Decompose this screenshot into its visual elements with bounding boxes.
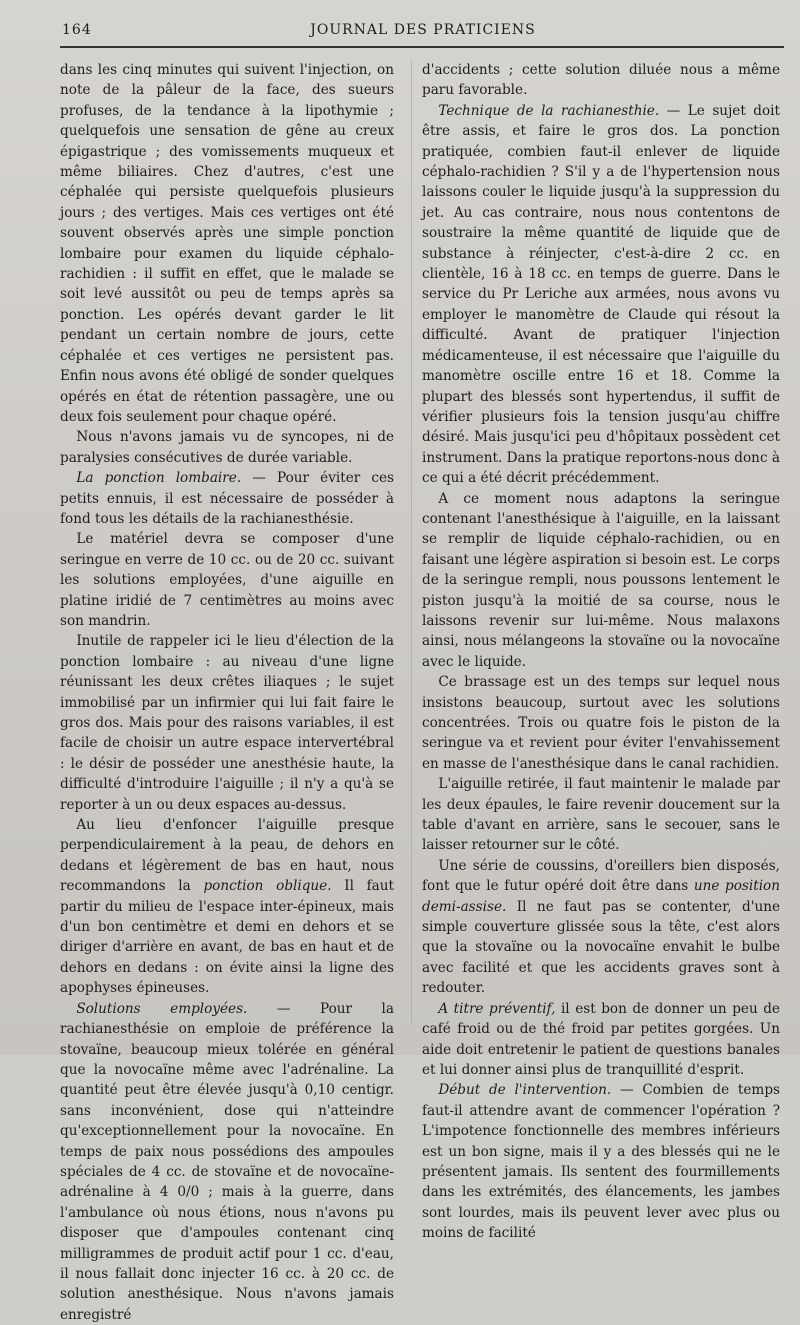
- paragraph: Le matériel devra se composer d'une seringue en verre de 10 cc. ou de 20 cc. suivant les solutions employées, d'une aiguille en platine iridié de 7 centimètres au moins avec son mandrin.: [60, 531, 394, 629]
- paragraph-text: — Combien de temps faut-il attendre avant de commencer l'opération ? L'impotence fonctionnelle des membres inférieurs est un bon signe, mais il y a des blessés qui ne le présentent jamais. Ils sentent des fourmillements dans les extrémités, des élancements, les jambes sont lourdes, mais ils peuvent lever avec plus ou moins de facilité: [422, 1082, 780, 1242]
- paragraph: L'aiguille retirée, il faut maintenir le malade par les deux épaules, le faire revenir doucement sur la table d'avant en arrière, sans le secouer, sans le laisser retourner sur le côté.: [422, 776, 780, 854]
- paragraph: d'accidents ; cette solution diluée nous a même paru favorable.: [422, 62, 780, 99]
- paragraph: [422, 101, 780, 489]
- section-heading: Début de l'intervention.: [438, 1082, 612, 1099]
- section-heading: La ponction lombaire.: [76, 470, 242, 487]
- emphasis-text: A titre préventif,: [438, 1000, 556, 1017]
- paragraph-text: Une série de coussins, d'oreillers bien disposés, font que le futur opéré doit être dans: [422, 857, 780, 895]
- emphasis-text: ponction oblique.: [203, 878, 332, 895]
- paragraph: [422, 999, 780, 1081]
- paragraph-text: — Le sujet doit être assis, et faire le gros dos. La ponction pratiquée, combien faut-il enlever de liquide céphalo-rachidien ? S'il y a de l'hypertension nous laissons couler le liquide jusqu'à la suppression du jet. Au cas contraire, nous nous contentons de soustraire la même quantité de liquide que de substance à réinjecter, c'est-à-dire 2 cc. en clientèle, 16 à 18 cc. en temps de guerre. Dans le service du Pr Leriche aux armées, nous avons vu employer le manomètre de Claude qui résout la difficulté. Avant de pratiquer l'injection médicamenteuse, il est nécessaire que l'aiguille du manomètre oscille entre 16 et 18. Comme la plupart des blessés sont hypertendus, il suffit de vérifier plusieurs fois la tension jusqu'au chiffre désiré. Mais jusqu'ici peu d'hôpitaux possèdent cet instrument. Dans la pratique reportons-nous donc à ce qui a été décrit précédemment.: [422, 102, 780, 487]
- header-rule: [60, 46, 784, 48]
- paragraph: [60, 468, 394, 529]
- paragraph-text: — Pour éviter ces petits ennuis, il est nécessaire de posséder à fond tous les détails de la rachianesthésie.: [60, 470, 395, 527]
- paragraph: Nous n'avons jamais vu de syncopes, ni de paralysies consécutives de durée variable.: [60, 429, 394, 466]
- page-header: [62, 20, 784, 44]
- paragraph: [60, 815, 394, 999]
- column-divider: [411, 60, 412, 1025]
- section-heading: Solutions employées.: [76, 1000, 248, 1017]
- paragraph: dans les cinq minutes qui suivent l'injection, on note de la pâleur de la face, des sueurs profuses, de la tendance à la lipothymie ; quelquefois une sensation de gêne au creux épigastrique ; des vomissements muqueux et même biliaires. Chez d'autres, c'est une céphalée qui persiste quelquefois plusieurs jours ; des vertiges. Mais ces vertiges ont été souvent observés après une simple ponction lombaire pour examen du liquide céphalo-rachidien : il suffit en effet, que le malade se soit levé aussitôt ou peu de temps après sa ponction. Les opérés devant garder le lit pendant un certain nombre de jours, cette céphalée et ces vertiges ne persistent pas. Enfin nous avons été obligé de sonder quelques opérés en état de rétention passagère, une ou deux fois seulement pour chaque opéré.: [60, 62, 394, 425]
- paragraph: [422, 1080, 780, 1243]
- paragraph-text: Il faut partir du milieu de l'espace inter-épineux, mais d'un bon centimètre et demi en dehors et se diriger d'arrière en avant, de bas en haut et de dehors en dedans : on évite ainsi la ligne des apophyses épineuses.: [60, 878, 394, 997]
- paragraph: [422, 856, 780, 999]
- page-number: 164: [62, 22, 92, 38]
- emphasis-text: une position demi-assise.: [422, 878, 780, 915]
- paragraph-text: Au lieu d'enfoncer l'aiguille presque perpendiculairement à la peau, de dehors en dedans et légèrement de bas en haut, nous recommandons la: [60, 817, 394, 895]
- paragraph: Ce brassage est un des temps sur lequel nous insistons beaucoup, surtout avec les solutions concentrées. Trois ou quatre fois le piston de la seringue va et revient pour éviter l'envahissement en masse de l'anesthésique dans le canal rachidien.: [422, 674, 780, 772]
- right-column: [422, 60, 780, 1244]
- left-column: [60, 60, 394, 1325]
- paragraph-text: il est bon de donner un peu de café froid ou de thé froid par petites gorgées. Un aide doit entretenir le patient de questions banales et lui donner ainsi plus de tranquillité d'esprit.: [422, 1000, 780, 1078]
- paragraph-text: Il ne faut pas se contenter, d'une simple couverture glissée sous la tête, c'est alors que la stovaïne ou la novocaïne envahit le bulbe avec facilité et que les accidents graves sont à redouter.: [422, 898, 780, 997]
- journal-title: JOURNAL DES PRATICIENS: [310, 22, 536, 38]
- paragraph: [60, 999, 394, 1325]
- paragraph: Inutile de rappeler ici le lieu d'élection de la ponction lombaire : au niveau d'une ligne réunissant les deux crêtes iliaques ; le sujet immobilisé par un infirmier qui lui fait faire le gros dos. Mais pour des raisons variables, il est facile de choisir un autre espace intervertébral : le désir de posséder une anesthésie haute, la difficulté d'introduire l'aiguille ; il n'y a qu'à se reporter à un ou deux espaces au-dessus.: [60, 633, 394, 813]
- section-heading: Technique de la rachianesthie.: [438, 102, 660, 119]
- paragraph-text: — Pour la rachianesthésie on emploie de préférence la stovaïne, beaucoup mieux tolérée en général que la novocaïne même avec l'adrénaline. La quantité peut être élevée jusqu'à 0,10 centigr. sans inconvénient, dose qui n'atteindre qu'exceptionnellement pour la novocaïne. En temps de paix nous possédions des ampoules spéciales de 4 cc. de stovaïne et de novocaïne-adrénaline à 4 0/0 ; mais à la guerre, dans l'ambulance où nous étions, nous n'avons pu disposer que d'ampoules contenant cinq milligrammes de produit actif pour 1 cc. d'eau, il nous fallait donc injecter 16 cc. à 20 cc. de solution anesthésique. Nous n'avons jamais enregistré: [60, 1000, 394, 1323]
- paragraph: A ce moment nous adaptons la seringue contenant l'anesthésique à l'aiguille, en la laissant se remplir de liquide céphalo-rachidien, ou en faisant une légère aspiration si besoin est. Le corps de la seringue rempli, nous poussons lentement le piston jusqu'à la moitié de sa course, nous le laissons revenir sur lui-même. Nous malaxons ainsi, nous mélangeons la stovaïne ou la novocaïne avec le liquide.: [422, 490, 780, 670]
